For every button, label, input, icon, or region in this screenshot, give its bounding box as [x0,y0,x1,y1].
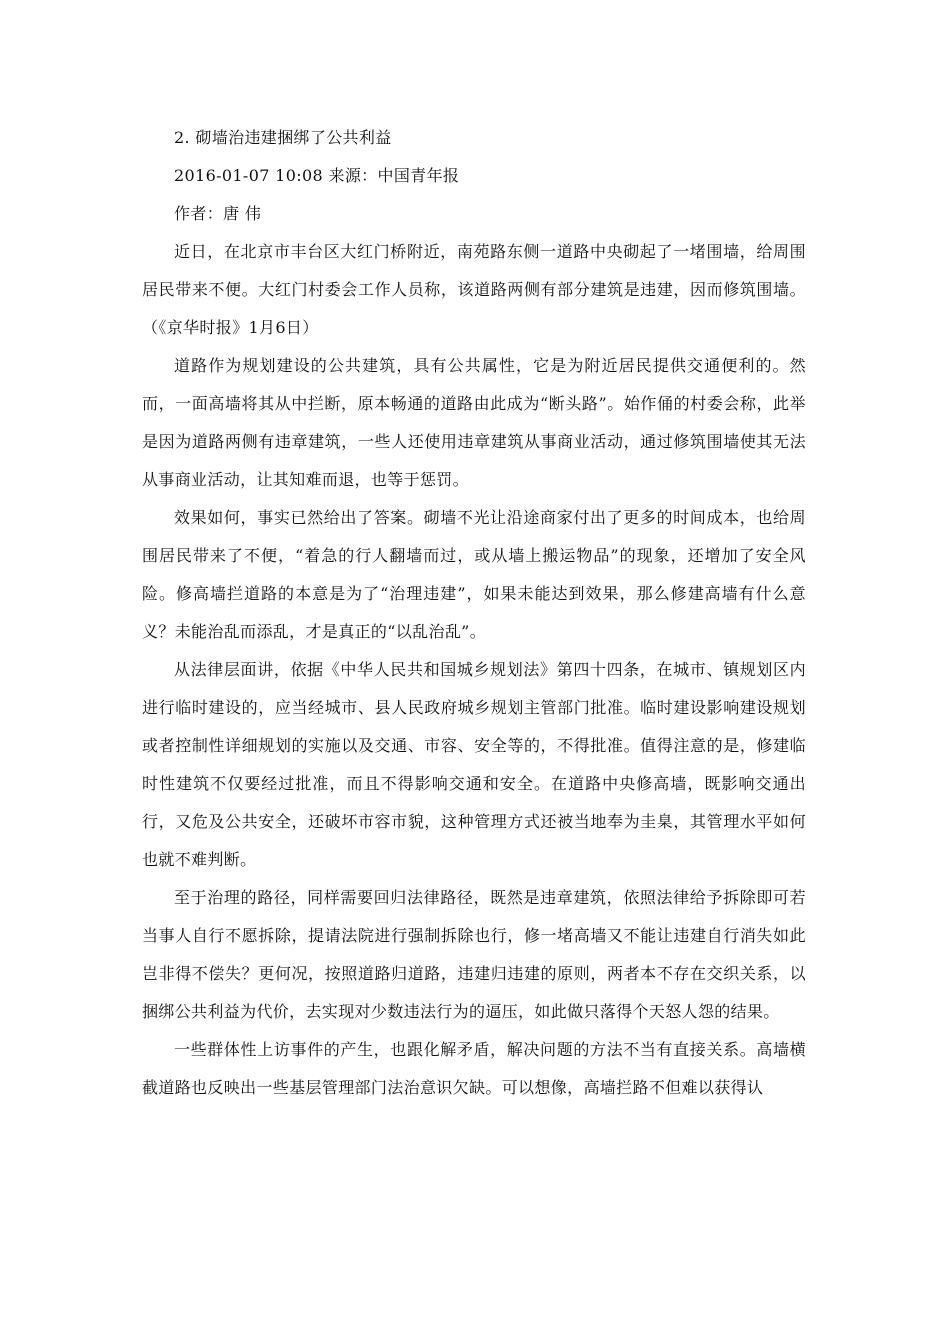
article-meta: 2016-01-07 10:08 来源：中国青年报 [174,166,460,185]
article-title: 2. 砌墙治违建捆绑了公共利益 [174,128,392,147]
paragraph-4: 从法律层面讲，依据《中华人民共和国城乡规划法》第四十四条，在城市、镇规划区内进行临时建设的，应当经城市、县人民政府城乡规划主管部门批准。临时建设影响建设规划或者控制性详细规划的实施以及交通、市容、安全等的，不得批准。值得注意的是，修建临时性建筑不仅要经过批准，而且不得影响交通和安全。在道路中央修高墙，既影响交通出行，又危及公共安全，还破坏市容市貌，这种管理方式还被当地奉为圭臬，其管理水平如何也就不难判断。 [142,660,806,869]
paragraph-5: 至于治理的路径，同样需要回归法律路径，既然是违章建筑，依照法律给予拆除即可若当事人自行不愿拆除，提请法院进行强制拆除也行，修一堵高墙又不能让违建自行消失如此岂非得不偿失？更何况，按照道路归道路，违建归违建的原则，两者本不存在交织关系，以捆绑公共利益为代价，去实现对少数违法行为的逼压，如此做只落得个天怒人怨的结果。 [142,888,806,1021]
article-author: 作者：唐 伟 [174,204,262,223]
article-body [142,119,806,1107]
paragraph-2: 道路作为规划建设的公共建筑，具有公共属性，它是为附近居民提供交通便利的。然而，一面高墙将其从中拦断，原本畅通的道路由此成为“断头路”。始作俑的村委会称，此举是因为道路两侧有违章建筑，一些人还使用违章建筑从事商业活动，通过修筑围墙使其无法从事商业活动，让其知难而退，也等于惩罚。 [142,356,806,489]
paragraph-1: 近日，在北京市丰台区大红门桥附近，南苑路东侧一道路中央砌起了一堵围墙，给周围居民带来不便。大红门村委会工作人员称，该道路两侧有部分建筑是违建，因而修筑围墙。（《京华时报》1月6日） [142,242,806,337]
paragraph-6: 一些群体性上访事件的产生，也跟化解矛盾，解决问题的方法不当有直接关系。高墙横截道路也反映出一些基层管理部门法治意识欠缺。可以想像，高墙拦路不但难以获得认 [142,1040,806,1097]
paragraph-3: 效果如何，事实已然给出了答案。砌墙不光让沿途商家付出了更多的时间成本，也给周围居民带来了不便，“着急的行人翻墙而过，或从墙上搬运物品”的现象，还增加了安全风险。修高墙拦道路的本意是为了“治理违建”，如果未能达到效果，那么修建高墙有什么意义？未能治乱而添乱，才是真正的“以乱治乱”。 [142,508,806,641]
